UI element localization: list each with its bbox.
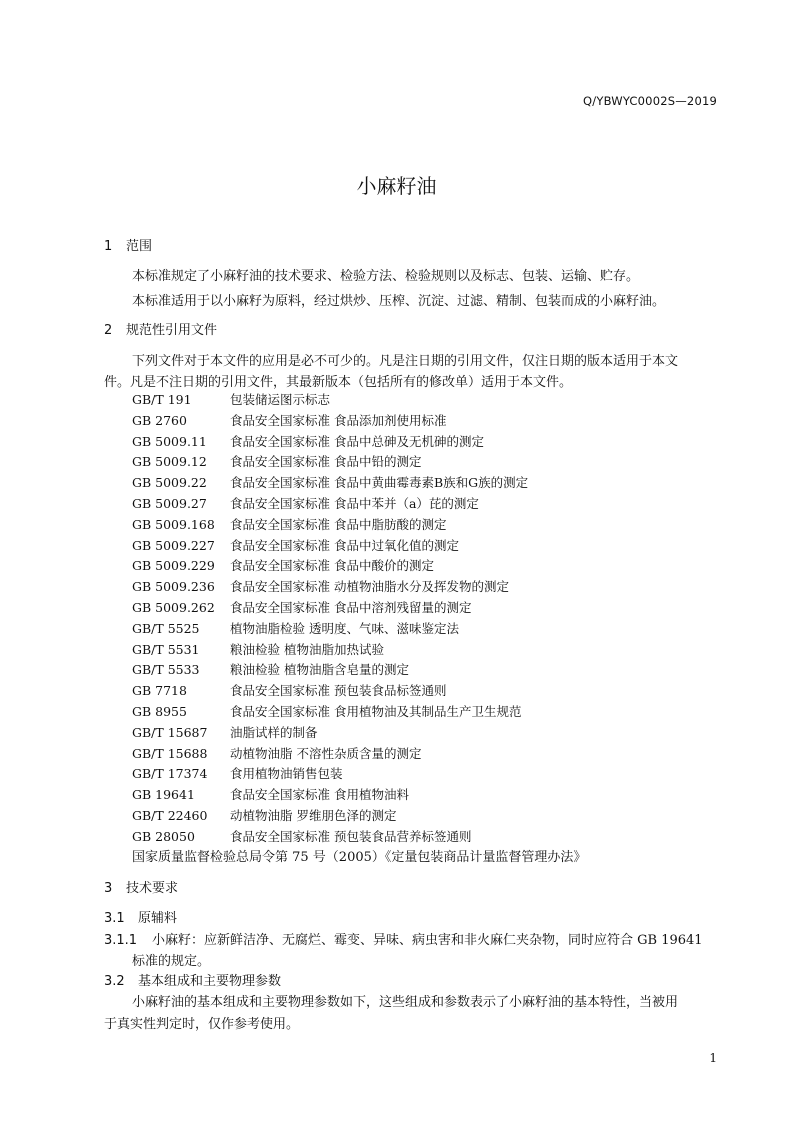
section-3-2-number: 3.2 bbox=[104, 974, 125, 989]
reference-title: 食品安全国家标准 食品中黄曲霉毒素B族和G族的测定 bbox=[230, 475, 529, 491]
reference-title: 动植物油脂 罗维朋色泽的测定 bbox=[230, 808, 397, 823]
reference-title: 油脂试样的制备 bbox=[230, 724, 318, 740]
section-2-intro-line-2: 件。凡是不注日期的引用文件，其最新版本（包括所有的修改单）适用于本文件。 bbox=[104, 375, 573, 390]
reference-row bbox=[132, 764, 343, 782]
reference-code: GB/T 5525 bbox=[132, 620, 200, 636]
section-1-paragraph-1: 本标准规定了小麻籽油的技术要求、检验方法、检验规则以及标志、包装、运输、贮存。 bbox=[132, 269, 640, 284]
reference-row bbox=[132, 411, 446, 429]
section-3-2-line-1: 小麻籽油的基本组成和主要物理参数如下，这些组成和参数表示了小麻籽油的基本特性，当被用 bbox=[132, 995, 679, 1010]
reference-code: GB/T 22460 bbox=[132, 808, 208, 823]
reference-row bbox=[132, 390, 330, 408]
section-3-2-heading bbox=[104, 970, 281, 989]
page-number: 1 bbox=[709, 1051, 717, 1065]
reference-code: GB/T 5531 bbox=[132, 641, 200, 657]
section-3-1-1-number: 3.1.1 bbox=[104, 933, 138, 948]
section-1-paragraph-2: 本标准适用于以小麻籽为原料，经过烘炒、压榨、沉淀、过滤、精制、包装而成的小麻籽油。 bbox=[132, 294, 666, 309]
reference-title: 食品安全国家标准 食品中总砷及无机砷的测定 bbox=[230, 433, 484, 449]
reference-row bbox=[132, 556, 434, 574]
reference-row bbox=[132, 473, 528, 491]
section-3-title: 技术要求 bbox=[126, 881, 179, 896]
reference-code: GB 5009.11 bbox=[132, 433, 207, 449]
reference-row bbox=[132, 494, 479, 512]
reference-code: GB 2760 bbox=[132, 412, 187, 428]
reference-title: 食品安全国家标准 食品中铅的测定 bbox=[230, 454, 422, 470]
reference-row bbox=[132, 785, 409, 803]
reference-row bbox=[132, 806, 396, 824]
section-2-heading bbox=[104, 319, 217, 338]
section-3-number: 3 bbox=[104, 881, 113, 896]
reference-title: 植物油脂检验 透明度、气味、滋味鉴定法 bbox=[230, 620, 459, 636]
reference-title: 食品安全国家标准 食品中脂肪酸的测定 bbox=[230, 516, 447, 532]
reference-title: 食品安全国家标准 食用植物油料 bbox=[230, 787, 409, 803]
reference-title: 食品安全国家标准 食品中苯并（a）芘的测定 bbox=[230, 496, 479, 511]
reference-code: GB 28050 bbox=[132, 828, 195, 844]
reference-code: GB 5009.168 bbox=[132, 516, 215, 532]
reference-title: 食用植物油销售包装 bbox=[230, 766, 343, 782]
reference-title: 动植物油脂 不溶性杂质含量的测定 bbox=[230, 745, 422, 761]
section-1-heading bbox=[104, 235, 152, 254]
reference-code: GB 5009.236 bbox=[132, 579, 215, 595]
reference-code: GB 5009.12 bbox=[132, 454, 207, 470]
reference-row bbox=[132, 827, 471, 845]
reference-code: GB 19641 bbox=[132, 787, 195, 803]
reference-code: GB 5009.227 bbox=[132, 537, 215, 553]
section-3-1-number: 3.1 bbox=[104, 911, 125, 926]
reference-code: GB/T 191 bbox=[132, 392, 192, 407]
reference-code: GB 5009.27 bbox=[132, 496, 207, 511]
reference-row bbox=[132, 598, 471, 616]
reference-title: 食品安全国家标准 食品添加剂使用标准 bbox=[230, 412, 447, 428]
reference-row bbox=[132, 681, 446, 699]
reference-code: GB 5009.229 bbox=[132, 558, 215, 574]
reference-code: GB/T 5533 bbox=[132, 662, 200, 678]
decree-reference: 国家质量监督检验总局令第 75 号（2005）《定量包装商品计量监督管理办法》 bbox=[132, 850, 587, 865]
reference-row bbox=[132, 432, 484, 450]
reference-title: 食品安全国家标准 动植物油脂水分及挥发物的测定 bbox=[230, 579, 509, 595]
reference-code: GB 8955 bbox=[132, 704, 187, 719]
document-code: Q/YBWYC0002S—2019 bbox=[583, 94, 717, 108]
reference-row bbox=[132, 577, 509, 595]
section-3-1-1-text: 应新鲜洁净、无腐烂、霉变、异味、病虫害和非火麻仁夹杂物，同时应符合 GB 19641 bbox=[204, 933, 703, 948]
reference-row bbox=[132, 702, 521, 720]
reference-row bbox=[132, 515, 446, 533]
section-1-title: 范围 bbox=[126, 239, 153, 254]
reference-code: GB 5009.22 bbox=[132, 475, 207, 491]
reference-code: GB/T 15688 bbox=[132, 745, 208, 761]
reference-title: 粮油检验 植物油脂加热试验 bbox=[230, 641, 384, 657]
section-3-1-1-line-2: 标准的规定。 bbox=[132, 954, 211, 969]
reference-row bbox=[132, 744, 421, 762]
section-3-1-heading bbox=[104, 907, 177, 926]
reference-title: 粮油检验 植物油脂含皂量的测定 bbox=[230, 662, 409, 678]
reference-code: GB 5009.262 bbox=[132, 600, 215, 615]
reference-row bbox=[132, 619, 459, 637]
section-2-intro-line-1: 下列文件对于本文件的应用是必不可少的。凡是注日期的引用文件，仅注日期的版本适用于本文 bbox=[132, 354, 679, 369]
section-3-heading bbox=[104, 877, 178, 896]
reference-row bbox=[132, 723, 318, 741]
section-3-2-title: 基本组成和主要物理参数 bbox=[138, 974, 282, 989]
reference-row bbox=[132, 452, 421, 470]
section-3-2-line-2: 于真实性判定时，仅作参考使用。 bbox=[104, 1017, 300, 1032]
section-3-1-1-term: 小麻籽： bbox=[152, 933, 205, 948]
reference-title: 食品安全国家标准 预包装食品营养标签通则 bbox=[230, 828, 472, 844]
section-2-number: 2 bbox=[104, 323, 113, 338]
reference-row bbox=[132, 640, 384, 658]
reference-title: 食品安全国家标准 食品中酸价的测定 bbox=[230, 558, 434, 574]
reference-title: 食品安全国家标准 食品中溶剂残留量的测定 bbox=[230, 600, 472, 615]
reference-title: 食品安全国家标准 预包装食品标签通则 bbox=[230, 683, 447, 699]
page-title: 小麻籽油 bbox=[356, 174, 437, 198]
section-3-1-1-line-1 bbox=[104, 929, 703, 948]
reference-title: 食品安全国家标准 食品中过氧化值的测定 bbox=[230, 537, 459, 553]
reference-code: GB/T 17374 bbox=[132, 766, 208, 782]
section-2-title: 规范性引用文件 bbox=[126, 323, 218, 338]
reference-title: 食品安全国家标准 食用植物油及其制品生产卫生规范 bbox=[230, 704, 522, 719]
section-1-number: 1 bbox=[104, 239, 113, 254]
reference-row bbox=[132, 660, 409, 678]
reference-title: 包装储运图示标志 bbox=[230, 392, 331, 407]
reference-row bbox=[132, 536, 459, 554]
reference-code: GB/T 15687 bbox=[132, 724, 208, 740]
section-3-1-title: 原辅料 bbox=[138, 911, 178, 926]
reference-code: GB 7718 bbox=[132, 683, 187, 699]
